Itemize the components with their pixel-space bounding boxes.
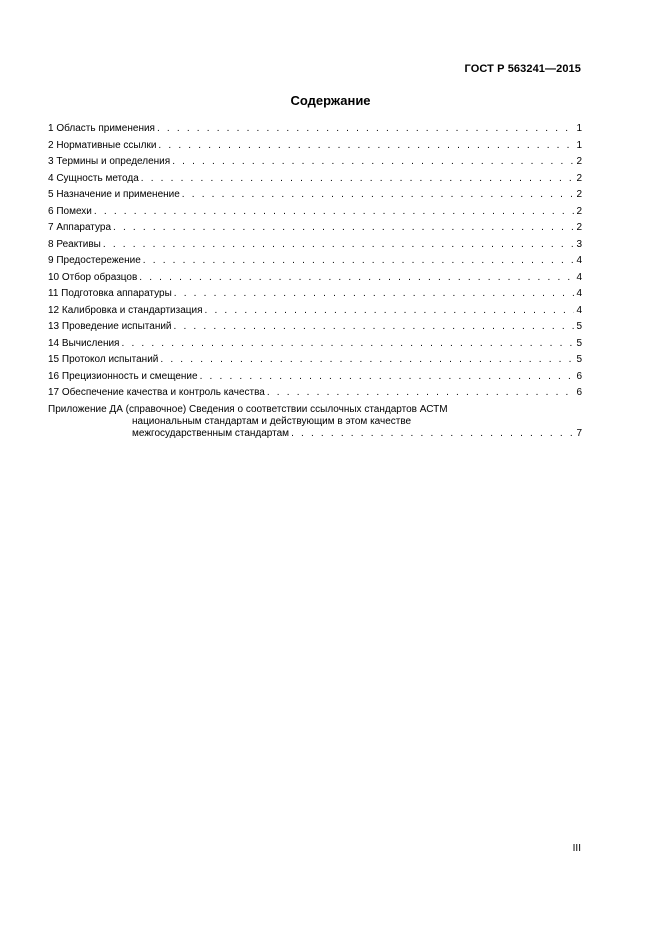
standard-code: ГОСТ Р 563241—2015 <box>464 63 581 75</box>
toc-entry-label: 16 Прецизионность и смещение <box>48 370 198 382</box>
toc-entry-page: 4 <box>576 304 582 316</box>
dot-leader <box>141 171 575 188</box>
toc-entry-label: 13 Проведение испытаний <box>48 321 172 332</box>
toc-entry-label: 2 Нормативные ссылки <box>48 139 157 151</box>
toc-entry[interactable] <box>48 319 582 336</box>
dot-leader <box>172 154 574 171</box>
table-of-contents <box>48 121 582 440</box>
dot-leader <box>139 270 574 287</box>
toc-entry[interactable] <box>48 237 582 254</box>
toc-entry-page: 5 <box>576 321 582 332</box>
toc-entry-label: 10 Отбор образцов <box>48 271 138 283</box>
toc-entry-page: 6 <box>576 370 582 382</box>
dot-leader <box>94 204 575 221</box>
toc-entry[interactable] <box>48 369 582 386</box>
toc-entry[interactable] <box>48 171 582 188</box>
toc-entry-page: 1 <box>576 139 582 151</box>
dot-leader <box>174 319 575 336</box>
toc-entry[interactable] <box>48 303 582 320</box>
toc-entry[interactable] <box>48 138 582 155</box>
dot-leader <box>267 385 575 402</box>
dot-leader <box>121 336 574 353</box>
dot-leader <box>182 187 575 204</box>
toc-entry[interactable] <box>48 270 582 287</box>
dot-leader <box>160 352 574 369</box>
dot-leader <box>200 369 575 386</box>
toc-entry-page: 7 <box>576 427 582 439</box>
dot-leader <box>103 237 575 254</box>
toc-entry[interactable] <box>48 204 582 221</box>
toc-entry[interactable] <box>48 352 582 369</box>
dot-leader <box>158 138 574 155</box>
toc-entry[interactable] <box>48 385 582 402</box>
toc-entry-page: 6 <box>576 387 582 398</box>
toc-entry-label: 7 Аппаратура <box>48 222 112 233</box>
toc-entry-label: 9 Предостережение <box>48 255 141 266</box>
toc-entry-label: 11 Подготовка аппаратуры <box>48 288 172 299</box>
toc-entry-page: 4 <box>576 271 582 283</box>
toc-entry-page: 2 <box>576 172 582 184</box>
appendix-last-line <box>48 428 582 440</box>
toc-entry-page: 4 <box>576 288 582 299</box>
toc-entry-label: 15 Протокол испытаний <box>48 354 159 365</box>
toc-title: Содержание <box>290 93 371 108</box>
toc-entry-page: 5 <box>576 337 582 349</box>
toc-entry[interactable] <box>48 286 582 303</box>
dot-leader <box>291 428 574 440</box>
toc-entry-label: 3 Термины и определения <box>48 156 171 167</box>
dot-leader <box>174 286 575 303</box>
toc-entry-page: 2 <box>576 156 582 167</box>
toc-entry[interactable] <box>48 253 582 270</box>
toc-entry[interactable] <box>48 220 582 237</box>
appendix-title-line: Приложение ДА (справочное) Сведения о соответствии ссылочных стандартов АСТМ <box>48 403 448 415</box>
toc-entry-label: 12 Калибровка и стандартизация <box>48 304 203 316</box>
page-number: III <box>572 843 581 854</box>
toc-entry-page: 5 <box>576 354 582 365</box>
dot-leader <box>205 303 575 320</box>
toc-entry-label: 6 Помехи <box>48 205 92 217</box>
toc-entry[interactable] <box>48 336 582 353</box>
toc-entry-label: 14 Вычисления <box>48 337 120 349</box>
appendix-title-line: межгосударственным стандартам <box>132 427 290 439</box>
toc-entry-page: 4 <box>576 255 582 266</box>
toc-appendix-entry[interactable] <box>48 404 582 440</box>
toc-entry-page: 1 <box>576 123 582 134</box>
toc-entry-page: 2 <box>576 189 582 200</box>
appendix-title-line: национальным стандартам и действующим в этом качестве <box>132 415 412 427</box>
dot-leader <box>143 253 575 270</box>
toc-entry-page: 2 <box>576 205 582 217</box>
toc-entry[interactable] <box>48 121 582 138</box>
toc-entry-label: 8 Реактивы <box>48 238 101 250</box>
toc-entry-label: 5 Назначение и применение <box>48 189 180 200</box>
toc-entry-label: 17 Обеспечение качества и контроль качества <box>48 387 265 398</box>
dot-leader <box>157 121 574 138</box>
toc-entry-page: 2 <box>576 222 582 233</box>
toc-entry[interactable] <box>48 154 582 171</box>
dot-leader <box>113 220 574 237</box>
toc-entry[interactable] <box>48 187 582 204</box>
toc-entry-label: 1 Область применения <box>48 123 155 134</box>
toc-entry-label: 4 Сущность метода <box>48 172 139 184</box>
toc-entry-page: 3 <box>576 238 582 250</box>
